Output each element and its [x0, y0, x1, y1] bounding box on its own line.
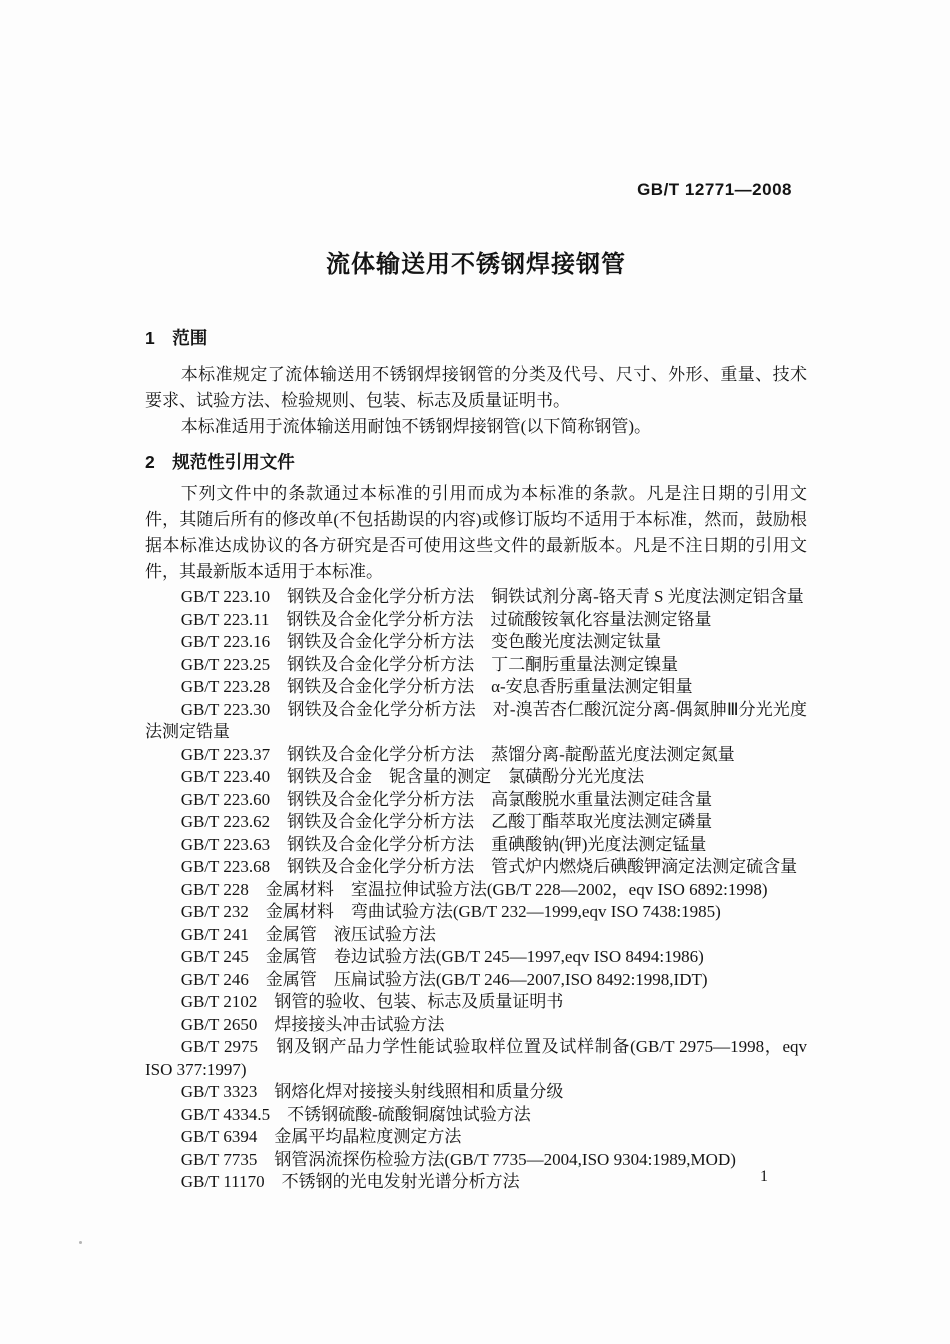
section-2-paragraph-1: 下列文件中的条款通过本标准的引用而成为本标准的条款。凡是注日期的引用文件，其随后所有的修改单(不包括勘误的内容)或修订版均不适用于本标准，然而，鼓励根据本标准达成协议的各方研究是否可使用这些文件的最新版本。凡是不注日期的引用文件，其最新版本适用于本标准。 [145, 484, 807, 581]
section-1-paragraph-2: 本标准适用于流体输送用耐蚀不锈钢焊接钢管(以下简称钢管)。 [180, 417, 652, 436]
reference-item: GB/T 223.28 钢铁及合金化学分析方法 α-安息香肟重量法测定钼量 [180, 677, 693, 696]
document-title: 流体输送用不锈钢焊接钢管 [326, 251, 626, 278]
reference-item: GB/T 223.30 钢铁及合金化学分析方法 对-溴苦杏仁酸沉淀分离-偶氮胂Ⅲ分光光度法测定锆量 [145, 699, 807, 741]
reference-item: GB/T 2650 焊接接头冲击试验方法 [180, 1014, 445, 1034]
reference-item: GB/T 223.40 钢铁及合金 铌含量的测定 氯磺酚分光光度法 [180, 767, 645, 786]
reference-item: GB/T 223.60 钢铁及合金化学分析方法 高氯酸脱水重量法测定硅含量 [180, 789, 713, 809]
reference-item: GB/T 232 金属材料 弯曲试验方法(GB/T 232—1999,eqv ISO 7438:1985) [180, 902, 721, 921]
reference-item: GB/T 245 金属管 卷边试验方法(GB/T 245—1997,eqv ISO 8494:1986) [180, 947, 704, 966]
reference-item: GB/T 3323 钢熔化焊对接接头射线照相和质量分级 [180, 1082, 564, 1101]
reference-item: GB/T 4334.5 不锈钢硫酸-硫酸铜腐蚀试验方法 [180, 1104, 531, 1124]
reference-item: GB/T 2975 钢及钢产品力学性能试验取样位置及试样制备(GB/T 2975—1998，eqv ISO 377:1997) [145, 1037, 807, 1079]
reference-item: GB/T 6394 金属平均晶粒度测定方法 [180, 1127, 462, 1146]
reference-item: GB/T 223.63 钢铁及合金化学分析方法 重碘酸钠(钾)光度法测定锰量 [180, 834, 707, 854]
section-1-paragraph-1: 本标准规定了流体输送用不锈钢焊接钢管的分类及代号、尺寸、外形、重量、技术要求、试验方法、检验规则、包装、标志及质量证明书。 [145, 365, 807, 410]
reference-item: GB/T 223.10 钢铁及合金化学分析方法 铜铁试剂分离-铬天青 S 光度法测定铝含量 [180, 587, 804, 606]
section-1-heading: 1 范围 [145, 328, 208, 348]
page-content [145, 0, 807, 1194]
reference-item: GB/T 223.11 钢铁及合金化学分析方法 过硫酸铵氧化容量法测定铬量 [180, 609, 712, 629]
reference-item: GB/T 7735 钢管涡流探伤检验方法(GB/T 7735—2004,ISO 9304:1989,MOD) [180, 1149, 736, 1169]
reference-item: GB/T 2102 钢管的验收、包装、标志及质量证明书 [180, 992, 564, 1011]
reference-item: GB/T 246 金属管 压扁试验方法(GB/T 246—2007,ISO 8492:1998,IDT) [180, 969, 708, 989]
reference-item: GB/T 228 金属材料 室温拉伸试验方法(GB/T 228—2002，eqv ISO 6892:1998) [180, 879, 768, 899]
section-2-heading: 2 规范性引用文件 [145, 452, 295, 472]
reference-item: GB/T 223.62 钢铁及合金化学分析方法 乙酸丁酯萃取光度法测定磷量 [180, 812, 713, 831]
reference-item: GB/T 223.68 钢铁及合金化学分析方法 管式炉内燃烧后碘酸钾滴定法测定硫含量 [180, 857, 798, 876]
reference-item: GB/T 223.25 钢铁及合金化学分析方法 丁二酮肟重量法测定镍量 [180, 654, 679, 674]
scan-artifact-dot [79, 1241, 82, 1244]
reference-item: GB/T 241 金属管 液压试验方法 [180, 924, 436, 944]
references-list [145, 586, 807, 1194]
reference-item: GB/T 11170 不锈钢的光电发射光谱分析方法 [180, 1172, 520, 1191]
reference-item: GB/T 223.37 钢铁及合金化学分析方法 蒸馏分离-靛酚蓝光度法测定氮量 [180, 744, 735, 764]
reference-item: GB/T 223.16 钢铁及合金化学分析方法 变色酸光度法测定钛量 [180, 632, 662, 651]
page-number: 1 [760, 1168, 768, 1185]
standard-number: GB/T 12771—2008 [637, 180, 792, 199]
